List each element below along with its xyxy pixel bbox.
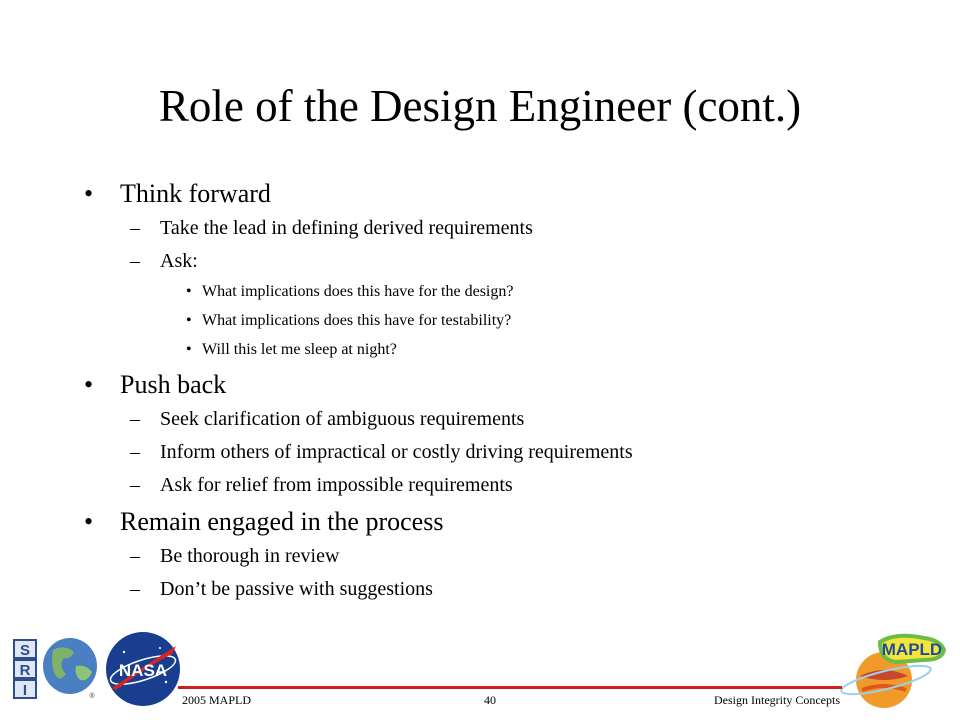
svg-text:NASA: NASA xyxy=(118,661,168,680)
sub-bullet xyxy=(80,249,900,273)
bullet-dot: • xyxy=(84,179,94,208)
sub-bullet-dash: – xyxy=(130,217,140,239)
sri-logo-icon xyxy=(8,636,98,702)
svg-text:S: S xyxy=(19,642,31,659)
sub-bullet xyxy=(80,473,900,497)
sub-sub-bullet xyxy=(80,311,900,331)
sub-bullet-text: Ask for relief from impossible requirements xyxy=(160,474,513,496)
sub-bullet xyxy=(80,407,900,431)
sub-bullet-text: Be thorough in review xyxy=(160,545,340,567)
bullet-text: Think forward xyxy=(120,179,271,208)
bullet-think-forward xyxy=(80,178,900,210)
footer-page-number: 40 xyxy=(484,693,496,707)
sub-sub-bullet xyxy=(80,282,900,302)
bullet-dot: • xyxy=(84,370,94,399)
sub-sub-bullet-dot: • xyxy=(186,312,192,329)
bullet-text: Push back xyxy=(120,370,227,399)
slide-title: Role of the Design Engineer (cont.) xyxy=(158,81,802,131)
bullet-push-back xyxy=(80,369,900,401)
sub-bullet-text: Ask: xyxy=(160,250,198,272)
sub-sub-bullet-text: What implications does this have for the design? xyxy=(202,283,514,300)
bullet-text: Remain engaged in the process xyxy=(120,507,444,536)
nasa-logo-icon xyxy=(104,630,182,708)
sub-bullet-dash: – xyxy=(130,578,140,600)
svg-text:MAPLD: MAPLD xyxy=(881,640,943,659)
svg-text:R: R xyxy=(19,662,31,679)
svg-text:I: I xyxy=(22,682,28,699)
sub-bullet-text: Don’t be passive with suggestions xyxy=(160,578,433,600)
sub-sub-bullet-dot: • xyxy=(186,283,192,300)
bullet-list xyxy=(80,178,900,610)
sub-bullet xyxy=(80,216,900,240)
sub-bullet xyxy=(80,577,900,601)
sub-sub-bullet-text: What implications does this have for testability? xyxy=(202,312,512,329)
sub-bullet-dash: – xyxy=(130,250,140,272)
sub-bullet-dash: – xyxy=(130,545,140,567)
sub-bullet-dash: – xyxy=(130,408,140,430)
bullet-dot: • xyxy=(84,507,94,536)
svg-text:®: ® xyxy=(89,693,95,700)
sub-sub-bullet xyxy=(80,340,900,360)
sub-bullet-dash: – xyxy=(130,441,140,463)
sub-bullet xyxy=(80,544,900,568)
footer-section-title: Design Integrity Concepts xyxy=(714,693,840,707)
sub-bullet xyxy=(80,440,900,464)
footer-divider xyxy=(178,686,842,689)
footer-conference: 2005 MAPLD xyxy=(182,693,252,707)
sub-sub-bullet-dot: • xyxy=(186,341,192,358)
mapld-logo-icon xyxy=(836,624,956,714)
sub-bullet-text: Inform others of impractical or costly driving requirements xyxy=(160,441,633,463)
sub-bullet-text: Seek clarification of ambiguous requirements xyxy=(160,408,525,430)
bullet-remain-engaged xyxy=(80,506,900,538)
sub-bullet-text: Take the lead in defining derived requirements xyxy=(160,217,533,239)
sub-sub-bullet-text: Will this let me sleep at night? xyxy=(202,341,397,358)
sub-bullet-dash: – xyxy=(130,474,140,496)
